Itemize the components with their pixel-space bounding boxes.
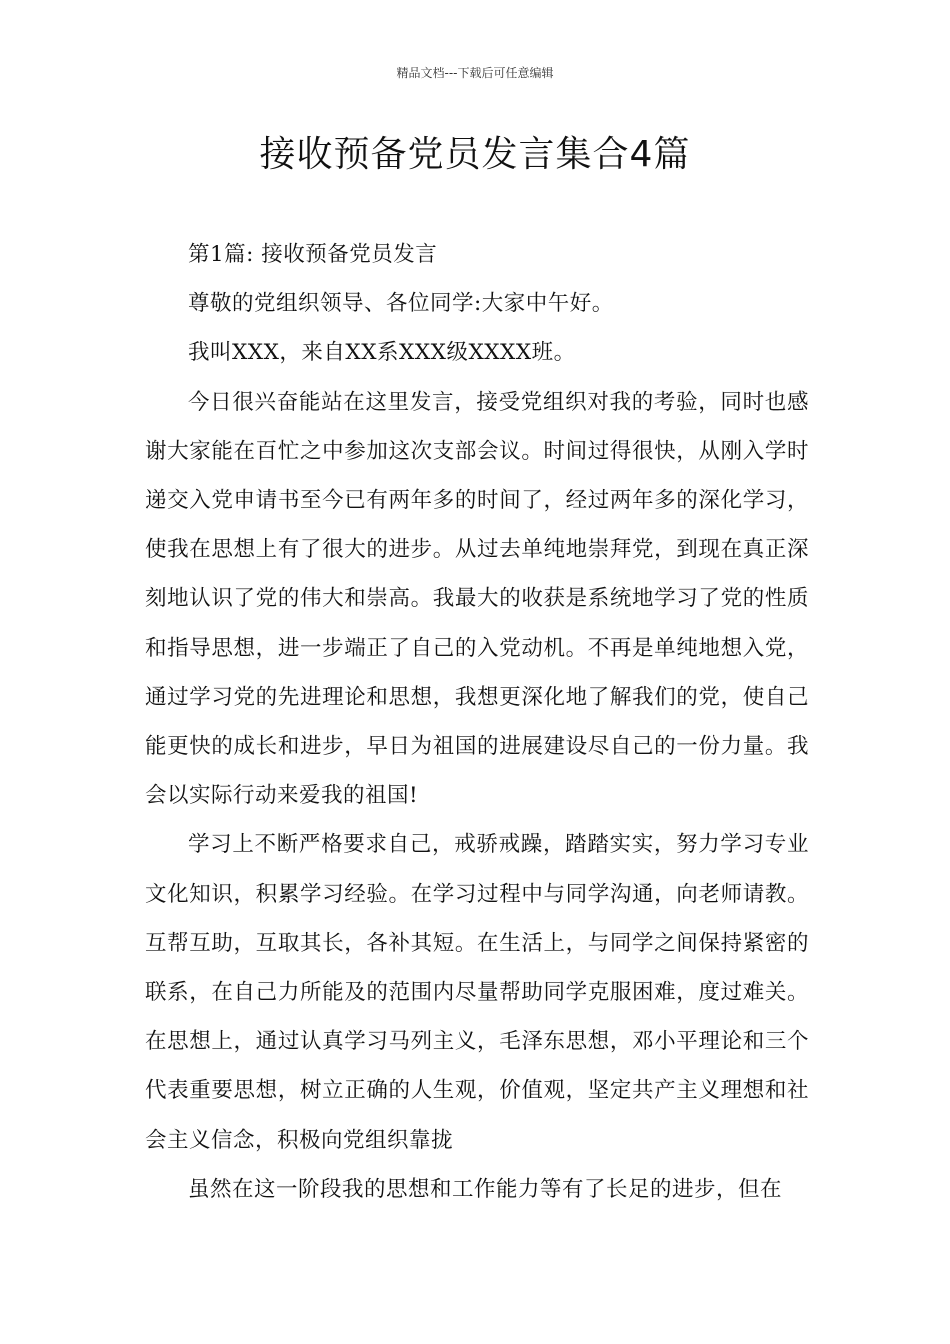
body-paragraph: 学习上不断严格要求自己，戒骄戒躁，踏踏实实，努力学习专业文化知识，积累学习经验。在学习过程中与同学沟通，向老师请教。互帮互助，互取其长，各补其短。在生活上，与同学之间保持紧密的联系，在自己力所能及的范围内尽量帮助同学克服困难，度过难关。在思想上，通过认真学习马列主义，毛泽东思想，邓小平理论和三个代表重要思想，树立正确的人生观，价值观，坚定共产主义理想和社会主义信念，积极向党组织靠拢: [145, 832, 809, 1153]
body-paragraph: 今日很兴奋能站在这里发言，接受党组织对我的考验，同时也感谢大家能在百忙之中参加这次支部会议。时间过得很快，从刚入学时递交入党申请书至今已有两年多的时间了，经过两年多的深化学习，使我在思想上有了很大的进步。从过去单纯地崇拜党，到现在真正深刻地认识了党的伟大和崇高。我最大的收获是系统地学习了党的性质和指导思想，进一步端正了自己的入党动机。不再是单纯地想入党，通过学习党的先进理论和思想，我想更深化地了解我们的党，使自己能更快的成长和进步，早日为祖国的进展建设尽自己的一份力量。我会以实际行动来爱我的祖国!: [145, 389, 809, 809]
section-heading: 第1篇: 接收预备党员发言: [188, 242, 438, 267]
document-title: 接收预备党员发言集合4篇: [259, 134, 691, 175]
body-paragraph: 虽然在这一阶段我的思想和工作能力等有了长足的进步，但在: [188, 1176, 783, 1202]
document-body: [145, 230, 809, 1214]
header-note: 精品文档---下载后可任意编辑: [396, 66, 554, 80]
intro-paragraph: 我叫XXX，来自XX系XXX级XXXX班。: [188, 340, 576, 366]
greeting-paragraph: 尊敬的党组织领导、各位同学:大家中午好。: [188, 291, 614, 317]
